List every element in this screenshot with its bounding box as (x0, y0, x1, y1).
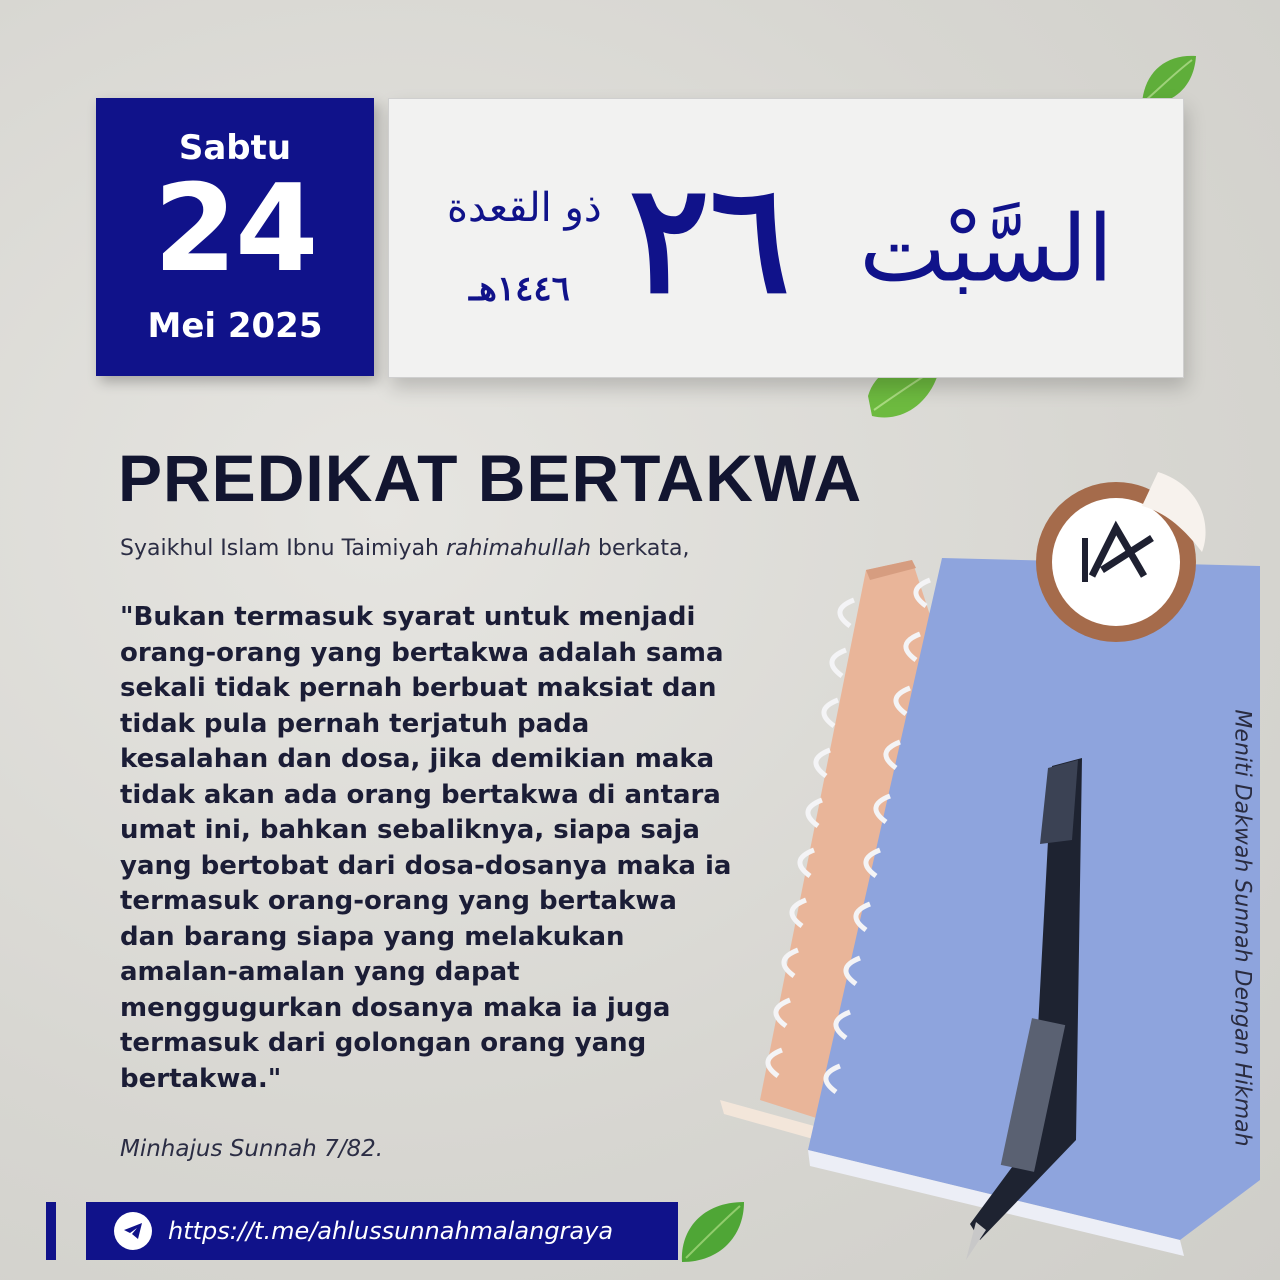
gregorian-weekday: Sabtu (178, 128, 292, 168)
vertical-tagline: Meniti Dakwah Sunnah Dengan Hikmah (1229, 709, 1255, 1147)
hijri-date-box (388, 98, 1184, 378)
footer-accent-bars (46, 1202, 62, 1264)
page-title: PREDIKAT BERTAKWA (118, 441, 863, 515)
quote-text: "Bukan termasuk syarat untuk menjadi orang-orang yang bertakwa adalah sama sekali tidak pernah berbuat maksiat dan tidak pula pernah terjatuh pada kesalahan dan dosa, jika demikian maka tidak akan ada orang bertakwa di antara umat ini, bahkan sebaliknya, siapa saja yang bertobat dari dosa-dosanya maka ia termasuk orang-orang yang bertakwa dan barang siapa yang melakukan amalan-amalan yang dapat menggugurkan dosanya maka ia juga termasuk dari golongan orang yang bertakwa." (120, 602, 732, 1094)
intro-honorific: rahimahullah (445, 536, 592, 561)
gregorian-date-box (96, 98, 374, 376)
intro-suffix: berkata, (591, 536, 690, 561)
intro-text: Syaikhul Islam Ibnu Taimiyah (120, 536, 446, 561)
gregorian-day: 24 (153, 160, 317, 299)
quote-source: Minhajus Sunnah 7/82. (120, 1136, 384, 1162)
hijri-weekday: السَّبْت (859, 195, 1113, 303)
quote-attribution (120, 536, 690, 561)
hijri-day: ٢٦ (629, 151, 791, 327)
telegram-link-banner[interactable] (86, 1202, 678, 1260)
telegram-link-text[interactable]: https://t.me/ahlussunnahmalangraya (168, 1217, 614, 1245)
logo-badge (1032, 466, 1212, 652)
hijri-month: ذو القعدة (447, 185, 602, 231)
telegram-icon (114, 1212, 152, 1250)
gregorian-month-year: Mei 2025 (147, 306, 323, 346)
hijri-year: ١٤٤٦هـ (469, 269, 570, 309)
